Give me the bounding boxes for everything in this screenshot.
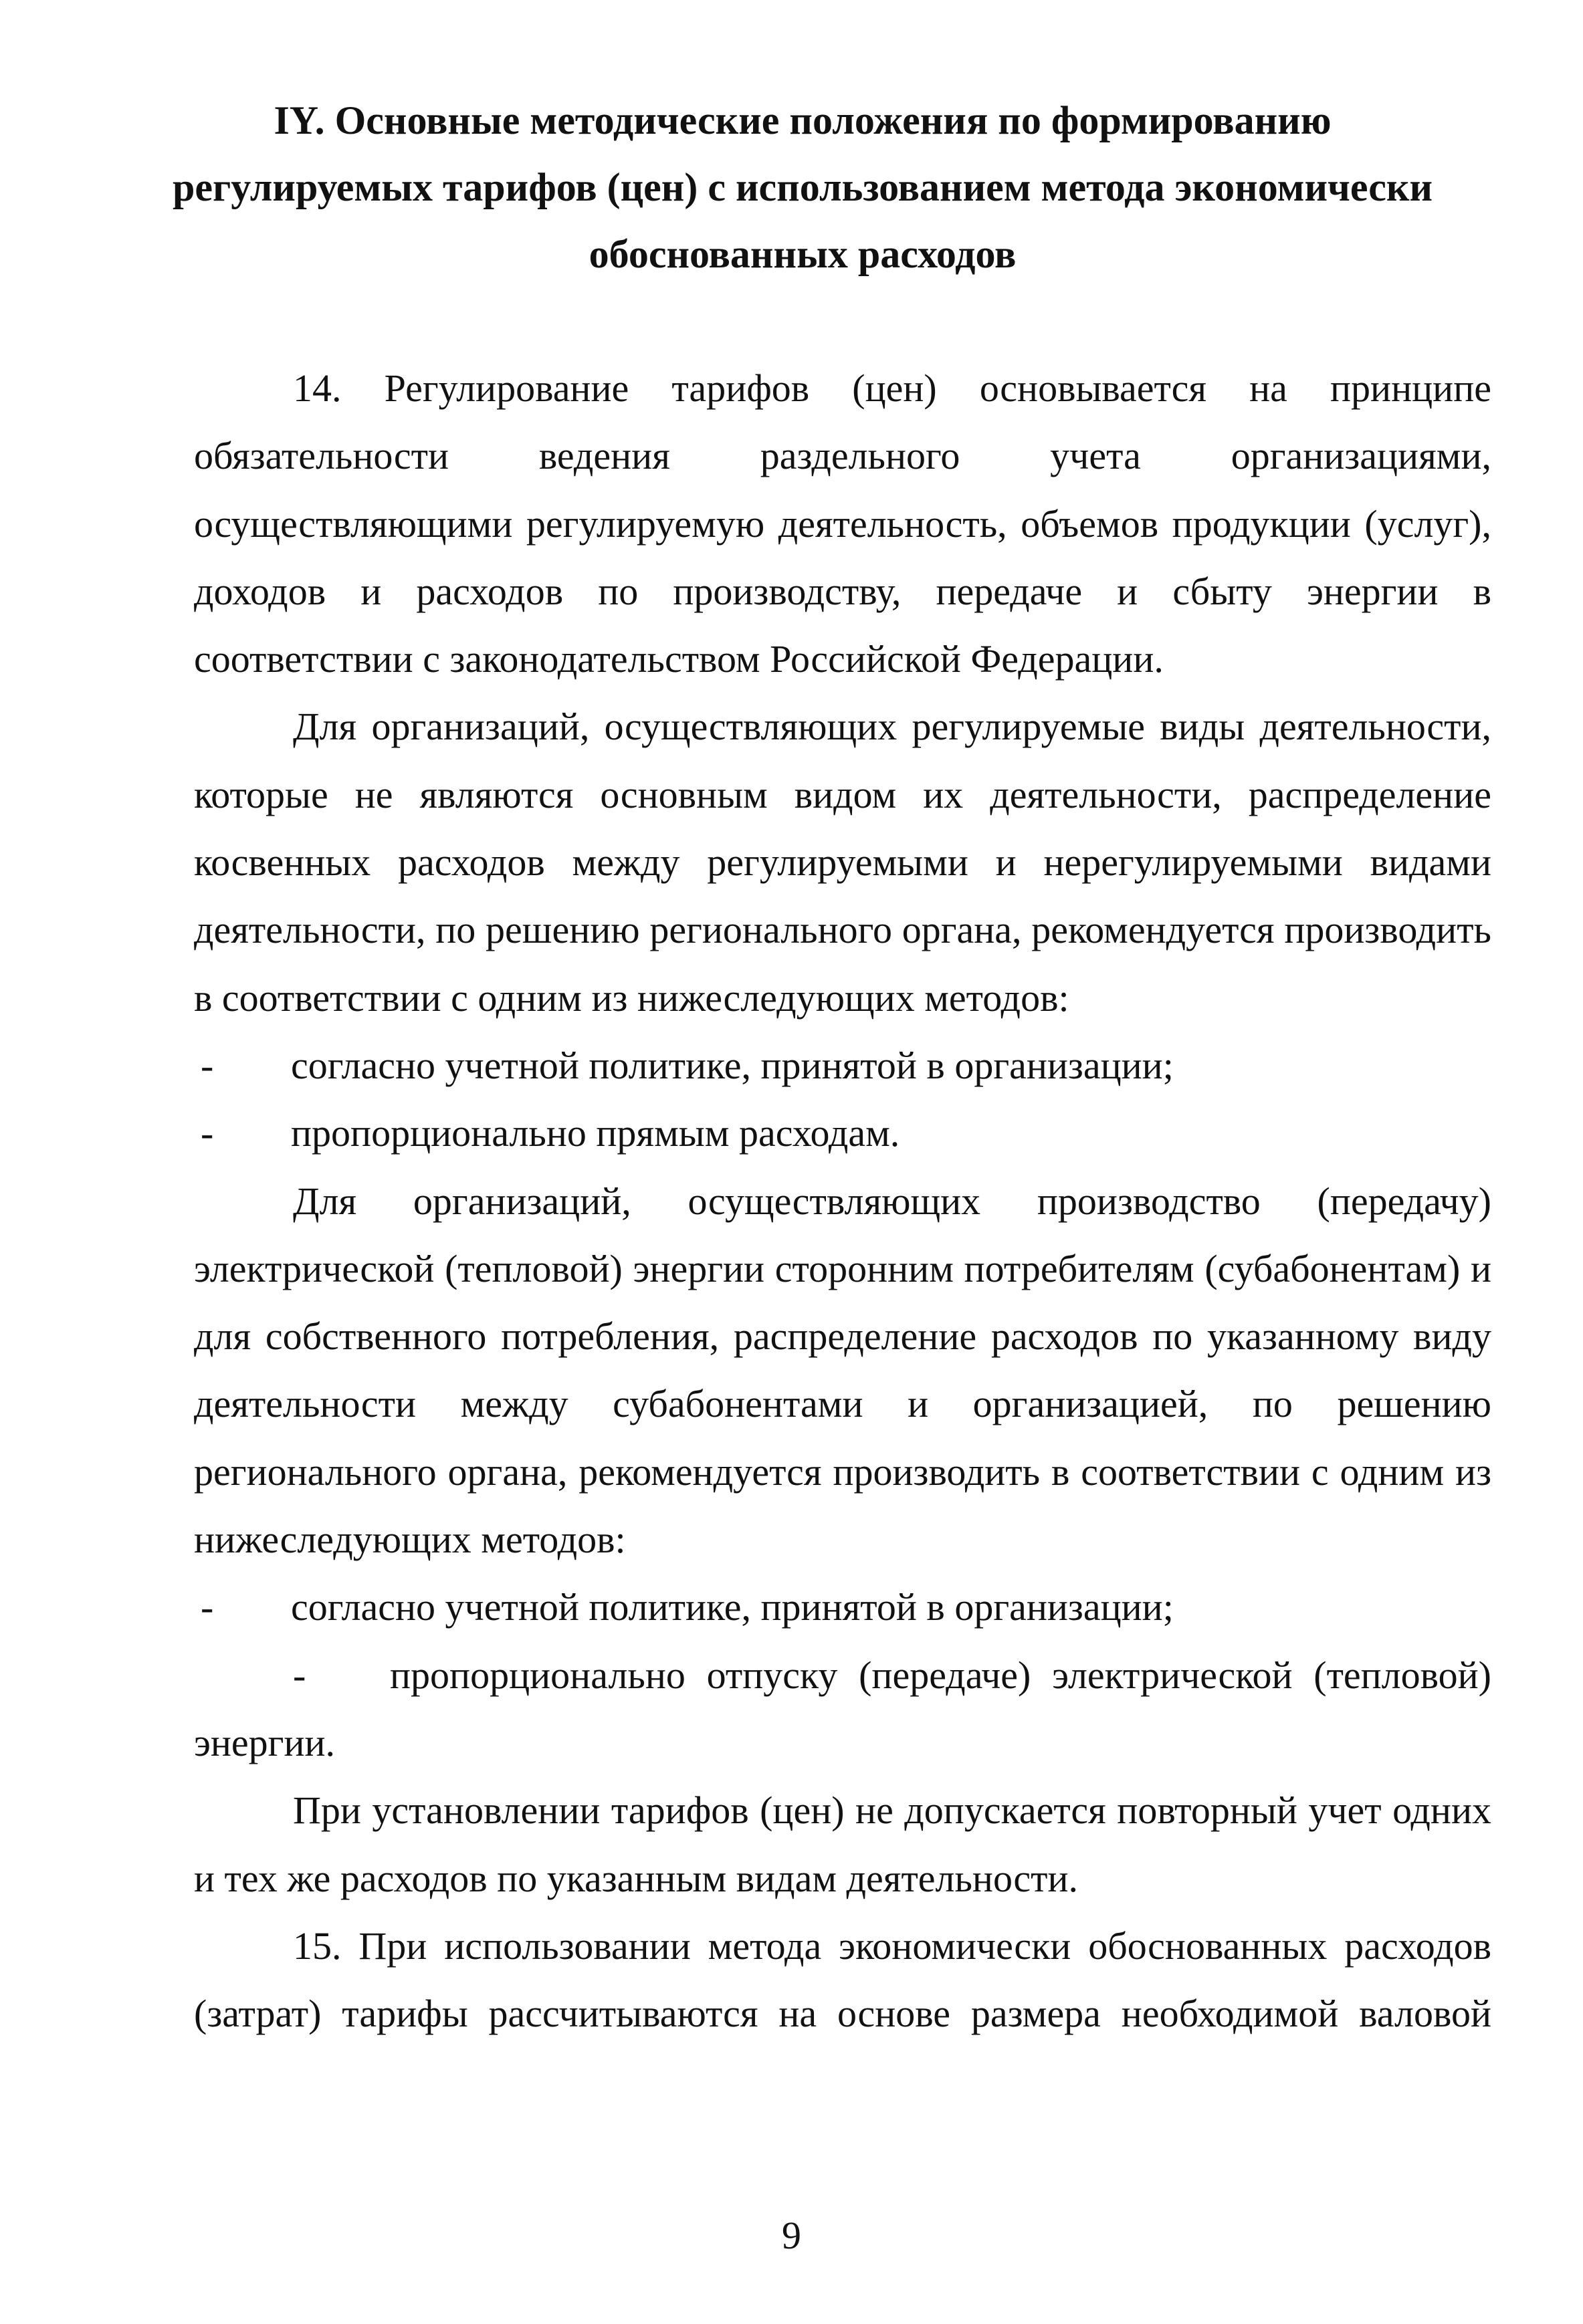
list-item bbox=[194, 1573, 1491, 1641]
paragraph-14-subscribers: Для организаций, осуществляющих производство (передачу) электрической (тепловой) энергии сторонним потребителям (субабонентам) и для собственного потребления, распределение расходов по указанному виду деятельности между субабонентами и организацией, по решению регионального органа, рекомендуется производить в соответствии с одним из нижеследующих методов: bbox=[194, 1179, 1491, 1562]
list-item-wide bbox=[194, 1641, 1491, 1777]
page-number: 9 bbox=[782, 2214, 801, 2257]
body-text bbox=[194, 354, 1491, 2047]
section-heading bbox=[134, 87, 1471, 287]
dash-marker: - bbox=[293, 1653, 306, 1697]
heading-line-1: IY. Основные методические положения по формированию bbox=[274, 98, 1332, 142]
list-item bbox=[194, 1032, 1491, 1099]
list-item bbox=[194, 1099, 1491, 1167]
list-item-text: согласно учетной политике, принятой в организации; bbox=[291, 1585, 1174, 1629]
paragraph-14-no-double-count: При установлении тарифов (цен) не допускается повторный учет одних и тех же расходов по указанным видам деятельности. bbox=[194, 1788, 1491, 1900]
heading-line-3: обоснованных расходов bbox=[589, 232, 1017, 276]
dash-marker: - bbox=[201, 1111, 214, 1155]
paragraph-14-allocation: Для организаций, осуществляющих регулируемые виды деятельности, которые не являются основным видом их деятельности, распределение косвенных расходов между регулируемыми и нерегулируемыми видами деятельности, по решению регионального органа, рекомендуется производить в соответствии с одним из нижеследующих методов: bbox=[194, 705, 1491, 1020]
list-item-text: пропорционально отпуску (передаче) электрической (тепловой) энергии. bbox=[194, 1653, 1491, 1764]
dash-marker: - bbox=[201, 1043, 214, 1087]
dash-marker: - bbox=[201, 1585, 214, 1629]
list-item-text: пропорционально прямым расходам. bbox=[291, 1111, 900, 1155]
list-item-text: согласно учетной политике, принятой в организации; bbox=[291, 1043, 1174, 1087]
heading-line-2: регулируемых тарифов (цен) с использованием метода экономически bbox=[172, 165, 1433, 209]
paragraph-14: 14. Регулирование тарифов (цен) основывается на принципе обязательности ведения раздельного учета организациями, осуществляющими регулируемую деятельность, объемов продукции (услуг), доходов и расходов по производству, передаче и сбыту энергии в соответствии с законодательством Российской Федерации. bbox=[194, 366, 1491, 681]
paragraph-15: 15. При использовании метода экономически обоснованных расходов (затрат) тарифы рассчитываются на основе размера необходимой валовой bbox=[194, 1924, 1491, 2036]
